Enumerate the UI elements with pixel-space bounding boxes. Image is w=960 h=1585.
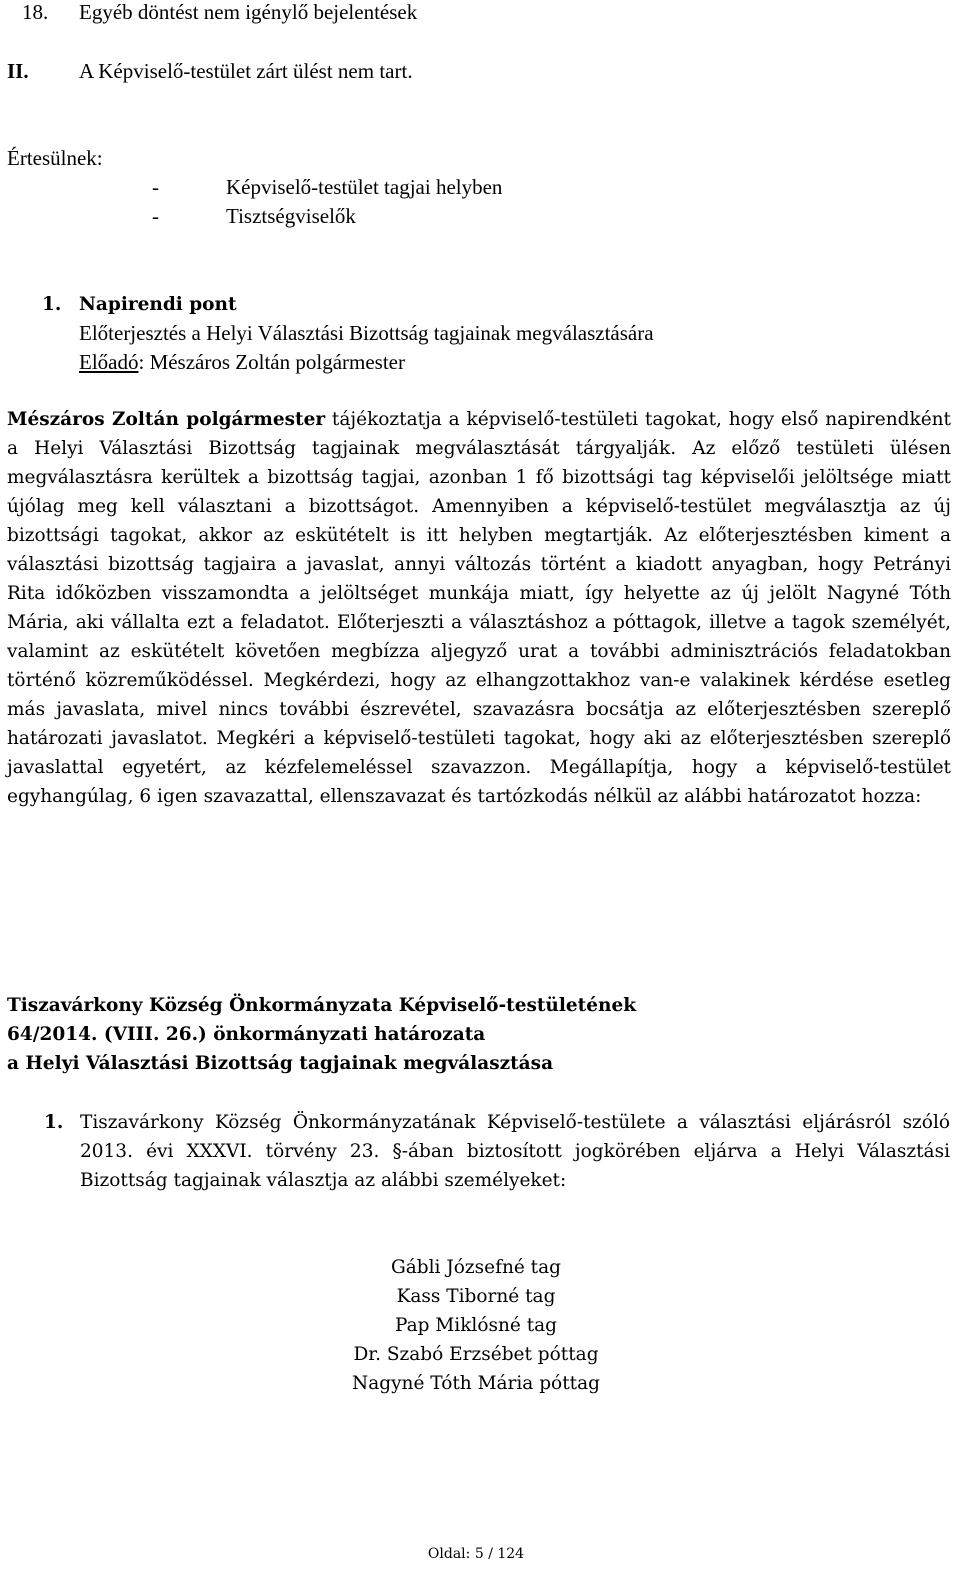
member-entry: Dr. Szabó Erzsébet póttag (353, 1344, 599, 1365)
section-text: A Képviselő-testület zárt ülést nem tart. (79, 59, 413, 83)
agenda-subject: Előterjesztés a Helyi Választási Bizottság tagjainak megválasztására (79, 321, 654, 345)
item-text: Egyéb döntést nem igénylő bejelentések (79, 0, 418, 24)
speaker-name: Mészáros Zoltán polgármester (7, 409, 326, 430)
resolution-item-number: 1. (44, 1112, 64, 1133)
agenda-number: 1. (42, 294, 62, 315)
agenda-presenter (79, 348, 405, 377)
member-entry: Kass Tiborné tag (396, 1286, 556, 1307)
body-paragraph (7, 405, 951, 811)
resolution-number: 64/2014. (VIII. 26.) önkormányzati határozata (7, 1024, 486, 1045)
member-list (0, 1253, 952, 1398)
resolution-issuer: Tiszavárkony Község Önkormányzata Képviselő-testületének (7, 995, 637, 1016)
notify-dash: - (152, 175, 159, 199)
presenter-name: : Mészáros Zoltán polgármester (138, 350, 405, 374)
resolution-subject: a Helyi Választási Bizottság tagjainak megválasztása (7, 1053, 554, 1074)
notify-entry: Képviselő-testület tagjai helyben (226, 175, 503, 199)
member-entry: Pap Miklósné tag (394, 1315, 558, 1336)
resolution-item-text: Tiszavárkony Község Önkormányzatának Képviselő-testülete a választási eljárásról szóló 2013. évi XXXVI. törvény 23. §-ában biztosított jogkörében eljárva a Helyi Választási Bizottság tagjainak választja az alábbi személyeket: (80, 1112, 950, 1191)
member-entry: Gábli Józsefné tag (390, 1257, 561, 1278)
member-entry: Nagyné Tóth Mária póttag (352, 1373, 600, 1394)
notify-dash: - (152, 204, 159, 228)
notify-heading: Értesülnek: (7, 146, 103, 170)
page-number: Oldal: 5 / 124 (427, 1546, 525, 1562)
section-number: II. (7, 59, 29, 83)
body-text: tájékoztatja a képviselő-testületi tagokat, hogy első napirendként a Helyi Választási Bizottság tagjainak megválasztását tárgyalják. Az előző testületi ülésen megválasztásra kerültek a bizottság tagjai, azonban 1 fő bizottsági tag képviselői jelöltsége miatt újólag meg kell választani a bizottságot. Amennyiben a képviselő-testület megválasztja az új bizottsági tagokat, akkor az eskütételt is itt helyben megtartják. Az előterjesztésben kiment a választási bizottság tagjaira a javaslat, annyi változás történt a kiadott anyagban, hogy Petrányi Rita időközben visszamondta a jelöltséget munkája miatt, így helyette az új jelölt Nagyné Tóth Mária, aki vállalta ezt a feladatot. Előterjeszti a választáshoz a póttagok, illetve a tagok személyét, valamint az eskütételt követően megbízza aljegyző urat a további adminisztrációs feladatokban történő közreműködéssel. Megkérdezi, hogy az elhangzottakhoz van-e valakinek kérdése esetleg más javaslata, mivel nincs további észrevétel, szavazásra bocsátja az előterjesztésben szereplő határozati javaslatot. Megkéri a képviselő-testületi tagokat, hogy aki az előterjesztésben szereplő javaslattal egyetért, az kézfelemeléssel szavazzon. Megállapítja, hogy a képviselő-testület egyhangúlag, 6 igen szavazattal, ellenszavazat és tartózkodás nélkül az alábbi határozatot hozza: (7, 409, 951, 807)
notify-entry: Tisztségviselők (226, 204, 356, 228)
agenda-title: Napirendi pont (79, 294, 237, 315)
item-number: 18. (22, 0, 49, 24)
presenter-label: Előadó (79, 350, 139, 374)
